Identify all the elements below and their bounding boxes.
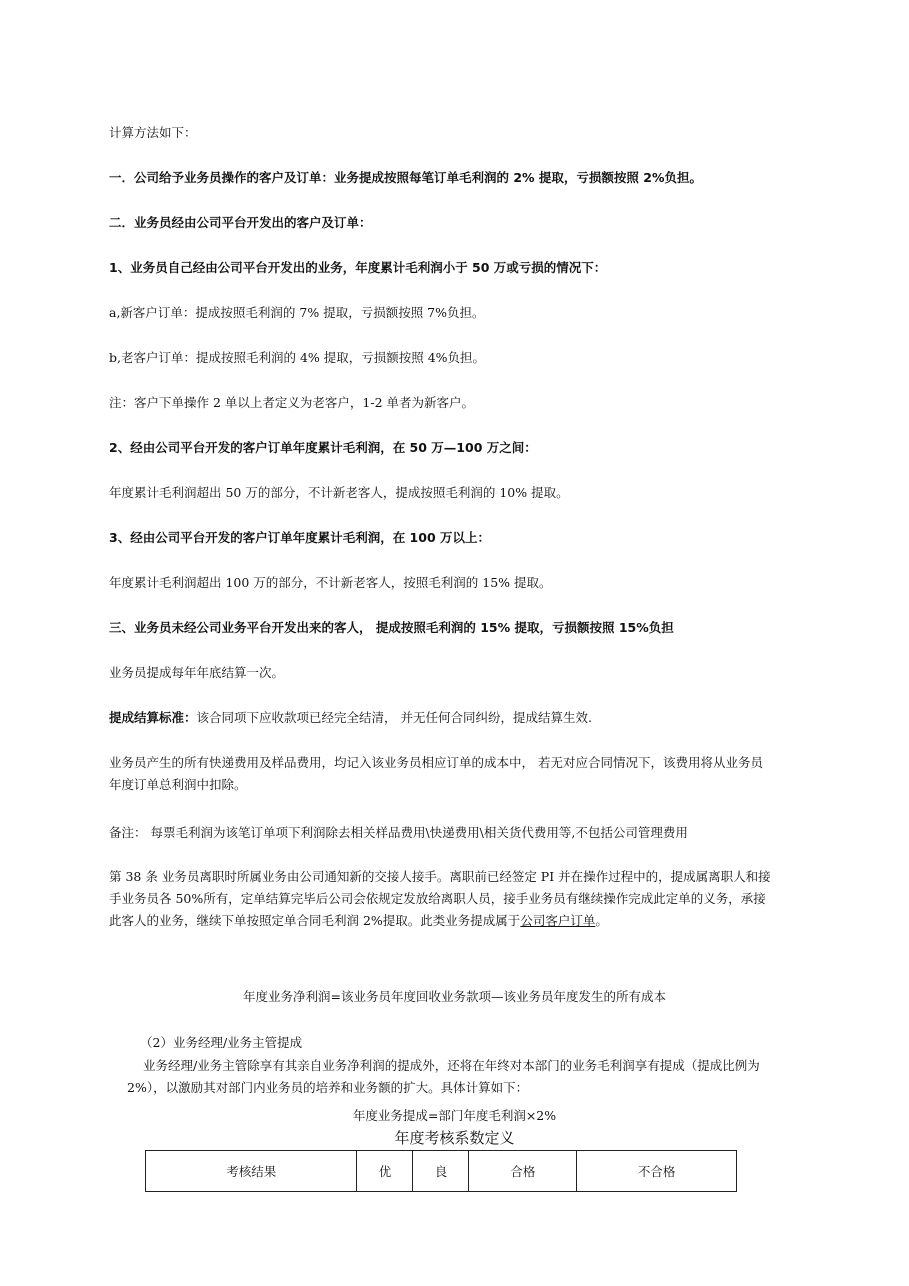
- settle-text: 业务员提成每年年底结算一次。: [109, 665, 285, 680]
- manager-text: 业务经理/业务主管除享有其亲自业务净利润的提成外，还将在年终对本部门的业务毛利润享有提成（提成比例为 2%），以激励其对部门内业务员的培养和业务额的扩大。具体计算如下：: [127, 1058, 760, 1095]
- table-cell: 优: [357, 1151, 413, 1192]
- remark-text: 备注： 每票毛利润为该笔订单项下利润除去相关样品费用\快递费用\相关货代费用等,不包括公司管理费用: [109, 825, 688, 840]
- table-cell: 合格: [469, 1151, 577, 1192]
- section-2-3-heading: 3、经由公司平台开发的客户订单年度累计毛利润，在 100 万以上：: [109, 530, 490, 545]
- section-1: 一．公司给予业务员操作的客户及订单：业务提成按照每笔订单毛利润的 2% 提取，亏损额按照 2%负担。: [109, 170, 703, 185]
- article-38-text: 第 38 条 业务员离职时所属业务由公司通知新的交接人接手。离职前已经签定 PI 并在操作过程中的，提成属离职人和接手业务员各 50%所有，定单结算完毕后公司会依规定发放给离职人员，接手业务员有继续操作完成此定单的义务，承接此客人的业务，继续下单按照定单合同毛利润 2%提取。此类业务提成属于: [109, 869, 771, 928]
- article-38: [109, 866, 774, 932]
- table-title: 年度考核系数定义: [394, 1129, 515, 1147]
- assessment-table: [145, 1150, 737, 1192]
- section-2-3-text: 年度累计毛利润超出 100 万的部分，不计新老客人，按照毛利润的 15% 提取。: [109, 575, 552, 590]
- table-cell: 考核结果: [146, 1151, 357, 1192]
- table-cell: 不合格: [577, 1151, 737, 1192]
- section-2-1-b: b,老客户订单：提成按照毛利润的 4% 提取，亏损额按照 4%负担。: [109, 350, 486, 365]
- article-38-end: 。: [595, 913, 608, 928]
- company-order-link[interactable]: 公司客户订单: [520, 913, 596, 928]
- standard-text: 该合同项下应收款项已经完全结清， 并无任何合同纠纷，提成结算生效.: [196, 710, 592, 725]
- standard-label: 提成结算标准：: [109, 710, 197, 725]
- section-3: 三、业务员未经公司业务平台开发出来的客人， 提成按照毛利润的 15% 提取，亏损额按照 15%负担: [109, 620, 674, 635]
- table-cell: 良: [413, 1151, 469, 1192]
- cost-text: 业务员产生的所有快递费用及样品费用，均记入该业务员相应订单的成本中， 若无对应合同情况下，该费用将从业务员年度订单总利润中扣除。: [109, 755, 763, 792]
- formula-commission: 年度业务提成=部门年度毛利润×2%: [352, 1108, 557, 1123]
- note-text: 注：客户下单操作 2 单以上者定义为老客户，1-2 单者为新客户。: [109, 395, 475, 410]
- section-2-2-heading: 2、经由公司平台开发的客户订单年度累计毛利润，在 50 万—100 万之间：: [109, 440, 537, 455]
- section-2-1-heading: 1、业务员自己经由公司平台开发出的业务，年度累计毛利润小于 50 万或亏损的情况下：: [109, 260, 607, 275]
- intro-text: 计算方法如下：: [109, 125, 197, 140]
- settle-standard: [109, 709, 592, 727]
- formula-net-profit: 年度业务净利润=该业务员年度回收业务款项—该业务员年度发生的所有成本: [243, 989, 666, 1004]
- section-2-heading: 二．业务员经由公司平台开发出的客户及订单：: [109, 215, 372, 230]
- section-2-1-a: a,新客户订单：提成按照毛利润的 7% 提取，亏损额按照 7%负担。: [109, 305, 485, 320]
- table-row: [146, 1151, 737, 1192]
- manager-title: （2）业务经理/业务主管提成: [140, 1035, 303, 1050]
- section-2-2-text: 年度累计毛利润超出 50 万的部分，不计新老客人，提成按照毛利润的 10% 提取。: [109, 485, 569, 500]
